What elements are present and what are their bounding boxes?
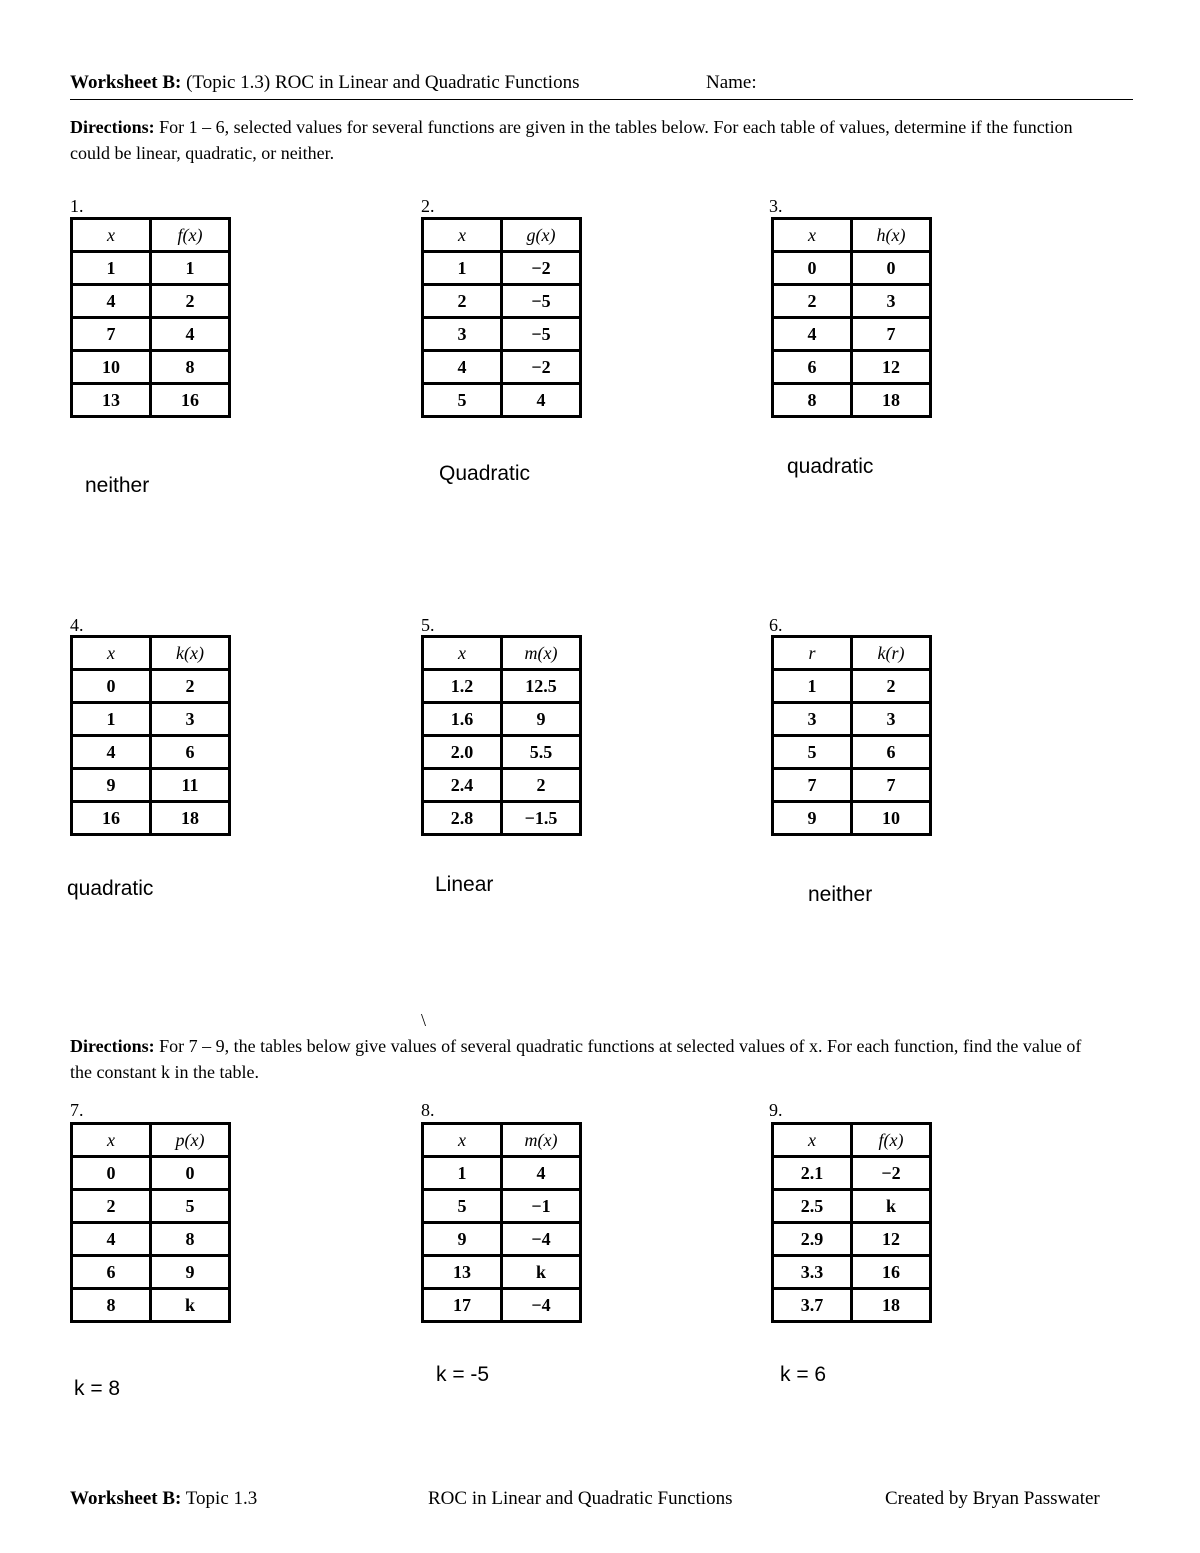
table-cell: 9 — [72, 769, 151, 802]
table-cell: −4 — [502, 1223, 581, 1256]
table-cell: 4 — [502, 1157, 581, 1190]
table-header-cell: h(x) — [852, 219, 931, 252]
table-cell: 12 — [852, 351, 931, 384]
table-cell: 9 — [773, 802, 852, 835]
table-row — [72, 1289, 230, 1322]
table-cell: 10 — [72, 351, 151, 384]
table-cell: 1 — [72, 252, 151, 285]
table-row — [423, 1190, 581, 1223]
table-header-cell: f(x) — [852, 1124, 931, 1157]
table-cell: −5 — [502, 285, 581, 318]
table-cell: 8 — [151, 351, 230, 384]
directions-2-bold: Directions: — [70, 1036, 155, 1056]
name-label: Name: — [706, 72, 757, 93]
table-cell: k — [151, 1289, 230, 1322]
table-cell: 1 — [423, 252, 502, 285]
problem-1-table — [70, 217, 231, 418]
table-cell: −1.5 — [502, 802, 581, 835]
table-cell: 5 — [423, 1190, 502, 1223]
table-row — [72, 703, 230, 736]
problem-1-number: 1. — [70, 196, 84, 216]
table-cell: 11 — [151, 769, 230, 802]
table-header-cell: k(r) — [852, 637, 931, 670]
table-cell: 6 — [773, 351, 852, 384]
table-cell: 1 — [151, 252, 230, 285]
table-cell: 0 — [852, 252, 931, 285]
table-row — [72, 285, 230, 318]
problem-9-answer: k = 6 — [780, 1363, 827, 1386]
table-cell: 2 — [852, 670, 931, 703]
stray-mark: \ — [421, 1010, 427, 1030]
table-row — [773, 703, 931, 736]
table-row — [72, 1223, 230, 1256]
table-cell: 2.0 — [423, 736, 502, 769]
table-cell: 4 — [151, 318, 230, 351]
table-row — [423, 670, 581, 703]
table-cell: 5 — [151, 1190, 230, 1223]
table-cell: 3 — [151, 703, 230, 736]
problem-7-number: 7. — [70, 1100, 84, 1120]
problem-2-number: 2. — [421, 196, 435, 216]
table-row — [72, 1157, 230, 1190]
table-row — [773, 384, 931, 417]
table-header-cell: m(x) — [502, 637, 581, 670]
table-cell: 0 — [773, 252, 852, 285]
problem-5-answer: Linear — [435, 873, 494, 896]
problem-8-answer: k = -5 — [436, 1363, 490, 1386]
directions-1 — [70, 114, 1100, 166]
table-cell: 2 — [423, 285, 502, 318]
table-row — [423, 384, 581, 417]
table-cell: 1 — [72, 703, 151, 736]
table-header-cell: g(x) — [502, 219, 581, 252]
table-header-cell: x — [423, 637, 502, 670]
table-cell: 2 — [773, 285, 852, 318]
table-cell: 1.6 — [423, 703, 502, 736]
table-cell: −2 — [502, 252, 581, 285]
table-row — [423, 703, 581, 736]
table-cell: 3 — [852, 285, 931, 318]
table-cell: 4 — [72, 1223, 151, 1256]
directions-1-bold: Directions: — [70, 117, 155, 137]
problem-3-number: 3. — [769, 196, 783, 216]
table-cell: 2.9 — [773, 1223, 852, 1256]
table-row — [423, 318, 581, 351]
table-row — [72, 252, 230, 285]
problem-4-number: 4. — [70, 615, 84, 635]
table-cell: 1 — [423, 1157, 502, 1190]
table-header-cell: p(x) — [151, 1124, 230, 1157]
table-row — [423, 802, 581, 835]
problem-6-number: 6. — [769, 615, 783, 635]
table-row — [773, 769, 931, 802]
table-row — [773, 1289, 931, 1322]
problem-4-answer: quadratic — [67, 877, 154, 900]
footer-left — [70, 1488, 257, 1510]
table-header-cell: x — [773, 219, 852, 252]
problem-1-answer: neither — [85, 474, 150, 497]
table-row — [773, 318, 931, 351]
table-cell: 7 — [72, 318, 151, 351]
table-row — [423, 285, 581, 318]
table-row — [72, 1256, 230, 1289]
worksheet-header — [70, 72, 1133, 94]
table-row — [423, 1223, 581, 1256]
problem-3-answer: quadratic — [787, 455, 874, 478]
table-cell: 2 — [72, 1190, 151, 1223]
problem-5-table — [421, 635, 582, 836]
table-cell: 5 — [773, 736, 852, 769]
footer-left-bold: Worksheet B: — [70, 1488, 182, 1509]
table-row — [773, 285, 931, 318]
problem-2-table — [421, 217, 582, 418]
table-cell: 13 — [72, 384, 151, 417]
table-row — [773, 736, 931, 769]
table-row — [423, 769, 581, 802]
table-cell: 2.1 — [773, 1157, 852, 1190]
table-row — [423, 351, 581, 384]
table-cell: −2 — [852, 1157, 931, 1190]
footer-center: ROC in Linear and Quadratic Functions — [428, 1488, 733, 1509]
table-cell: 4 — [423, 351, 502, 384]
table-row — [773, 1157, 931, 1190]
table-row — [773, 670, 931, 703]
table-row — [773, 1256, 931, 1289]
table-cell: 6 — [72, 1256, 151, 1289]
table-cell: 8 — [72, 1289, 151, 1322]
problem-8-number: 8. — [421, 1100, 435, 1120]
table-row — [72, 670, 230, 703]
table-cell: 13 — [423, 1256, 502, 1289]
directions-2-text: For 7 – 9, the tables below give values of several quadratic functions at selected values of x. For each function, find the value of the constant k in the table. — [70, 1036, 1082, 1082]
table-cell: 7 — [852, 769, 931, 802]
table-cell: 18 — [151, 802, 230, 835]
header-title: (Topic 1.3) ROC in Linear and Quadratic Functions — [181, 72, 580, 93]
table-header-cell: r — [773, 637, 852, 670]
table-header-cell: f(x) — [151, 219, 230, 252]
table-cell: 6 — [151, 736, 230, 769]
table-header-cell: x — [72, 637, 151, 670]
problem-6-table — [771, 635, 932, 836]
table-cell: 2 — [151, 670, 230, 703]
table-cell: 8 — [773, 384, 852, 417]
footer-left-text: Topic 1.3 — [181, 1488, 258, 1509]
table-row — [72, 384, 230, 417]
problem-2-answer: Quadratic — [439, 462, 531, 485]
problem-6-answer: neither — [808, 883, 873, 906]
table-row — [423, 1256, 581, 1289]
table-row — [72, 318, 230, 351]
table-cell: 0 — [151, 1157, 230, 1190]
header-rule — [70, 99, 1133, 100]
table-cell: 10 — [852, 802, 931, 835]
table-cell: 16 — [72, 802, 151, 835]
table-row — [423, 1289, 581, 1322]
table-cell: −2 — [502, 351, 581, 384]
table-cell: 2.4 — [423, 769, 502, 802]
header-bold-prefix: Worksheet B: — [70, 72, 182, 93]
table-cell: 0 — [72, 670, 151, 703]
table-row — [773, 351, 931, 384]
footer-right: Created by Bryan Passwater — [885, 1488, 1100, 1509]
table-row — [72, 1190, 230, 1223]
table-cell: 3 — [423, 318, 502, 351]
table-cell: 4 — [502, 384, 581, 417]
table-cell: 12 — [852, 1223, 931, 1256]
table-cell: 3.7 — [773, 1289, 852, 1322]
table-cell: 3 — [852, 703, 931, 736]
problem-7-answer: k = 8 — [74, 1377, 121, 1400]
table-cell: 4 — [72, 285, 151, 318]
table-cell: 17 — [423, 1289, 502, 1322]
problem-9-table — [771, 1122, 932, 1323]
table-cell: 2 — [502, 769, 581, 802]
table-header-cell: x — [72, 219, 151, 252]
table-cell: 7 — [773, 769, 852, 802]
table-row — [773, 1190, 931, 1223]
table-row — [72, 736, 230, 769]
table-row — [773, 1223, 931, 1256]
table-cell: 5.5 — [502, 736, 581, 769]
table-row — [773, 252, 931, 285]
table-header-cell: x — [773, 1124, 852, 1157]
table-cell: 9 — [151, 1256, 230, 1289]
table-header-cell: x — [72, 1124, 151, 1157]
problem-3-table — [771, 217, 932, 418]
problem-9-number: 9. — [769, 1100, 783, 1120]
table-cell: −1 — [502, 1190, 581, 1223]
table-cell: 6 — [852, 736, 931, 769]
table-cell: 2.5 — [773, 1190, 852, 1223]
table-row — [423, 1157, 581, 1190]
table-cell: 3.3 — [773, 1256, 852, 1289]
table-cell: 18 — [852, 384, 931, 417]
table-cell: 18 — [852, 1289, 931, 1322]
problem-8-table — [421, 1122, 582, 1323]
table-header-cell: m(x) — [502, 1124, 581, 1157]
table-cell: 4 — [773, 318, 852, 351]
table-cell: 16 — [852, 1256, 931, 1289]
table-header-cell: x — [423, 1124, 502, 1157]
problem-5-number: 5. — [421, 615, 435, 635]
directions-2 — [70, 1033, 1100, 1085]
table-cell: 4 — [72, 736, 151, 769]
table-cell: 2 — [151, 285, 230, 318]
problem-4-table — [70, 635, 231, 836]
table-cell: 3 — [773, 703, 852, 736]
table-cell: 7 — [852, 318, 931, 351]
table-cell: 1.2 — [423, 670, 502, 703]
table-row — [72, 802, 230, 835]
table-cell: 5 — [423, 384, 502, 417]
table-cell: k — [502, 1256, 581, 1289]
table-cell: 1 — [773, 670, 852, 703]
table-cell: 0 — [72, 1157, 151, 1190]
table-cell: 9 — [502, 703, 581, 736]
table-cell: k — [852, 1190, 931, 1223]
table-row — [423, 252, 581, 285]
table-header-cell: k(x) — [151, 637, 230, 670]
problem-7-table — [70, 1122, 231, 1323]
table-row — [72, 351, 230, 384]
table-cell: −4 — [502, 1289, 581, 1322]
directions-1-text: For 1 – 6, selected values for several functions are given in the tables below. For each table of values, determine if the function could be linear, quadratic, or neither. — [70, 117, 1073, 163]
table-row — [72, 769, 230, 802]
table-header-cell: x — [423, 219, 502, 252]
table-cell: 9 — [423, 1223, 502, 1256]
table-cell: 12.5 — [502, 670, 581, 703]
table-cell: 16 — [151, 384, 230, 417]
table-cell: −5 — [502, 318, 581, 351]
table-row — [423, 736, 581, 769]
table-cell: 2.8 — [423, 802, 502, 835]
table-row — [773, 802, 931, 835]
table-cell: 8 — [151, 1223, 230, 1256]
